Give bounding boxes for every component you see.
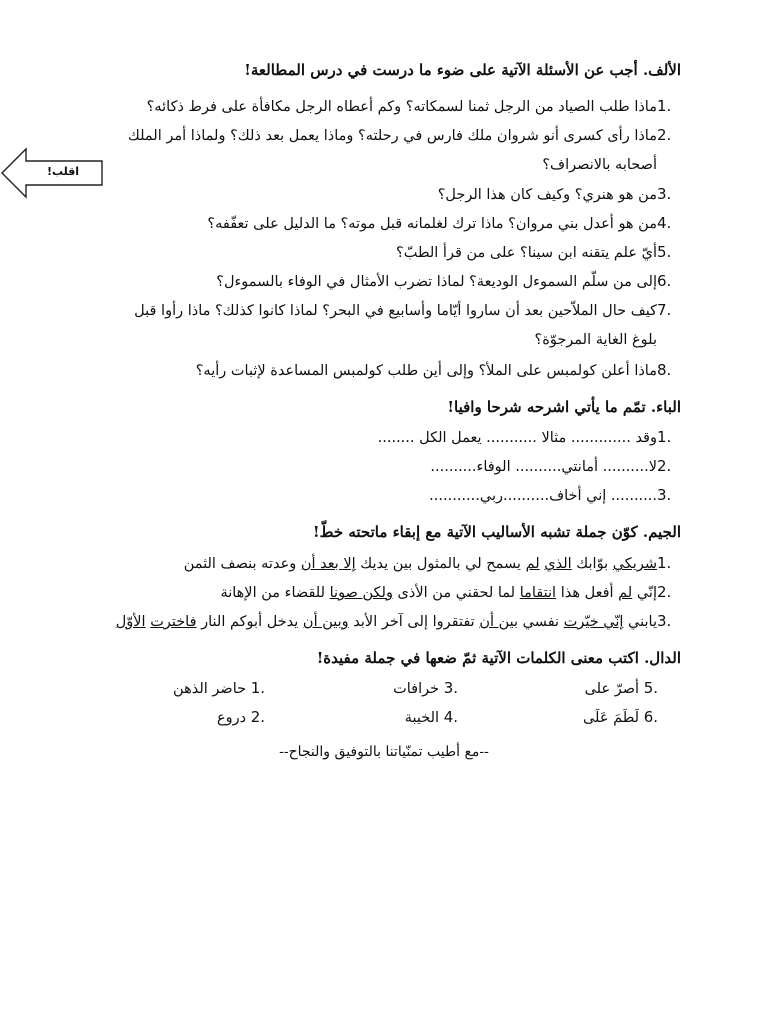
- vocab-word-5: [585, 678, 658, 699]
- alif-question-7: [134, 300, 681, 321]
- sentence-fragment: تفتقروا إلى آخر الأبد: [348, 614, 480, 630]
- item-text: وقد ............. مثالا ........... يعمل الكل ........: [377, 430, 657, 446]
- alif-question-4: [207, 213, 681, 234]
- sentence-fragment: أفعل هذا: [556, 585, 619, 601]
- word-number: 1.: [250, 679, 265, 697]
- alif-question-3: [438, 184, 681, 205]
- question-text: أيّ علم يتقنه ابن سينا؟ على من قرأ الطبّ؟: [396, 245, 657, 261]
- underlined-phrase: ولكن صونا: [329, 585, 393, 601]
- underlined-phrase: إنّي خيّرت: [563, 614, 624, 630]
- item-text: .......... إني أخاف..........ربي...........: [429, 488, 657, 504]
- underlined-phrase: الذي: [544, 556, 572, 572]
- sentence-fragment: للقضاء من الإهانة: [220, 585, 330, 601]
- section-jim-title: الجيم. كوّن جملة تشبه الأساليب الآتية مع إبقاء ماتحته خطّ!: [313, 523, 681, 541]
- question-number: 7.: [657, 301, 672, 319]
- question-number: 5.: [657, 243, 672, 261]
- question-text: ماذا أعلن كولمبس على الملأ؟ وإلى أين طلب كولمبس المساعدة لإثبات رأيه؟: [195, 363, 657, 379]
- word-text: الخيبة: [404, 710, 440, 726]
- underlined-phrase: وبين أن: [302, 614, 349, 630]
- question-text: إلى من سلّم السموءل الوديعة؟ لماذا تضرب الأمثال في الوفاء بالسموءل؟: [216, 274, 657, 290]
- alif-question-5: [396, 242, 681, 263]
- jim-item-1: [184, 553, 681, 574]
- vocab-word-1: [173, 678, 265, 699]
- alif-question-6: [216, 271, 681, 292]
- vocab-word-2: [217, 707, 265, 728]
- alif-question-1: [147, 96, 681, 117]
- sentence-fragment: لما لحقني من الأذى: [392, 585, 520, 601]
- question-text: ماذا طلب الصياد من الرجل ثمنا لسمكاته؟ وكم أعطاه الرجل مكافأة على فرط ذكائه؟: [146, 99, 657, 115]
- sentence-fragment: يسمح لي بالمثول بين يديك: [355, 556, 526, 572]
- ba-item-3: [429, 485, 681, 506]
- turn-page-label: اقلب!: [46, 165, 80, 178]
- item-number: 1.: [657, 428, 672, 446]
- question-text: كيف حال الملاّحين بعد أن ساروا أيّاما وأسابيع في البحر؟ لماذا كانوا كذلك؟ ماذا رأوا قبل: [134, 303, 657, 319]
- sentence-fragment: نفسي: [518, 614, 564, 630]
- word-number: 4.: [443, 708, 458, 726]
- alif-question-2-continuation: أصحابه بالانصراف؟: [542, 157, 657, 173]
- question-number: 8.: [657, 361, 672, 379]
- section-dal-title: الدال. اكتب معنى الكلمات الآتية ثمّ ضعها في جملة مفيدة!: [316, 649, 681, 667]
- underlined-phrase: شريكي: [612, 556, 657, 572]
- word-text: خرافات: [393, 681, 440, 697]
- sentence-text: [116, 614, 657, 630]
- word-text: حاضر الذهن: [173, 681, 247, 697]
- word-text: لَطَمَ عَلَى: [582, 710, 640, 726]
- section-alif-title: الألف. أجب عن الأسئلة الآتية على ضوء ما درست في درس المطالعة!: [244, 61, 681, 79]
- alif-question-7-continuation: بلوغ الغاية المرجوّة؟: [534, 332, 657, 348]
- question-number: 6.: [657, 272, 672, 290]
- underlined-phrase: انتقاما: [519, 585, 557, 601]
- underlined-phrase: الأوّل: [115, 614, 146, 630]
- underlined-phrase: فاخترت: [150, 614, 197, 630]
- word-number: 3.: [443, 679, 458, 697]
- word-number: 2.: [250, 708, 265, 726]
- item-number: 3.: [657, 612, 672, 630]
- alif-question-8: [196, 360, 681, 381]
- closing-wish: --مع أطيب تمنّياتنا بالتوفيق والنجاح--: [279, 744, 489, 760]
- alif-question-2: [128, 125, 681, 146]
- sentence-text: [184, 556, 657, 572]
- question-text: من هو أعدل بني مروان؟ ماذا ترك لغلمانه قبل موته؟ ما الدليل على تعفّفه؟: [207, 216, 657, 232]
- sentence-text: [220, 585, 657, 601]
- item-text: لا.......... أمانتي.......... الوفاء..........: [430, 459, 657, 475]
- question-text: من هو هنري؟ وكيف كان هذا الرجل؟: [437, 187, 657, 203]
- question-number: 3.: [657, 185, 672, 203]
- section-ba-title: الباء. تمّم ما يأتي اشرحه شرحا وافيا!: [447, 398, 681, 416]
- question-text: ماذا رأى كسرى أنو شروان ملك فارس في رحلته؟ وماذا يعمل بعد ذلك؟ ولماذا أمر الملك: [127, 128, 657, 144]
- ba-item-1: [378, 427, 681, 448]
- sentence-fragment: إنّي: [632, 585, 657, 601]
- word-number: 5.: [643, 679, 658, 697]
- underlined-phrase: إلا بعد أن: [300, 556, 356, 572]
- sentence-fragment: يابني: [623, 614, 657, 630]
- underlined-phrase: لم: [525, 556, 540, 572]
- jim-item-3: [116, 611, 681, 632]
- item-number: 3.: [657, 486, 672, 504]
- question-number: 4.: [657, 214, 672, 232]
- word-text: دروع: [216, 710, 247, 726]
- word-text: أصرّ على: [584, 681, 640, 697]
- item-number: 2.: [657, 457, 672, 475]
- vocab-word-6: [583, 707, 658, 728]
- underlined-phrase: لم: [618, 585, 633, 601]
- jim-item-2: [220, 582, 681, 603]
- sentence-fragment: بوّابك: [571, 556, 613, 572]
- underlined-phrase: بين أن: [479, 614, 519, 630]
- word-number: 6.: [643, 708, 658, 726]
- question-number: 1.: [657, 97, 672, 115]
- sentence-fragment: وعدته بنصف الثمن: [183, 556, 301, 572]
- ba-item-2: [430, 456, 681, 477]
- vocab-word-3: [393, 678, 458, 699]
- question-number: 2.: [657, 126, 672, 144]
- sentence-fragment: يدخل أبوكم النار: [196, 614, 303, 630]
- item-number: 1.: [657, 554, 672, 572]
- vocab-word-4: [405, 707, 458, 728]
- item-number: 2.: [657, 583, 672, 601]
